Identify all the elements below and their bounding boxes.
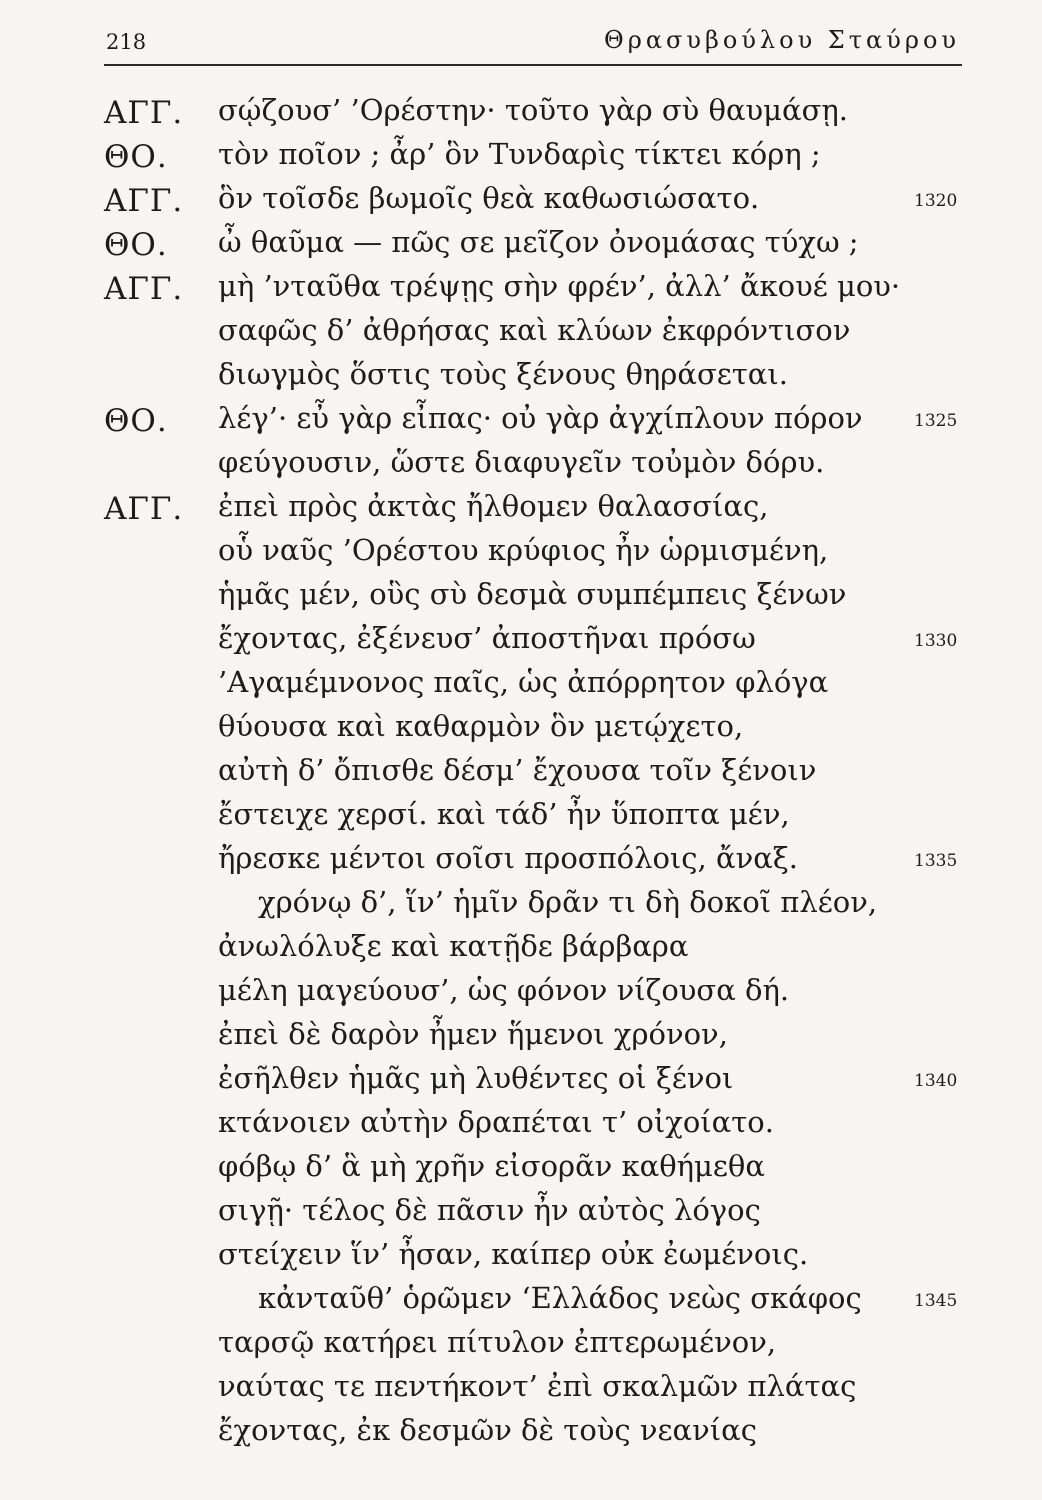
verse-text-line: φεύγουσιν, ὥστε διαφυγεῖν τοὐμὸν δόρυ. xyxy=(218,445,825,479)
verse-line xyxy=(0,357,1042,401)
page-header xyxy=(104,24,962,66)
verse-line xyxy=(0,93,1042,137)
verse-text-line: ναύτας τε πεντήκοντ’ ἐπὶ σκαλμῶν πλάτας xyxy=(218,1369,857,1403)
verse-line xyxy=(0,489,1042,533)
verse-line xyxy=(0,1369,1042,1413)
line-number: 1320 xyxy=(914,191,958,211)
verse-text-line: αὐτὴ δ’ ὄπισθε δέσμ’ ἔχουσα τοῖν ξένοιν xyxy=(218,753,817,787)
verse-line xyxy=(0,401,1042,445)
verse-text-line: ἔχοντας, ἐξένευσ’ ἀποστῆναι πρόσω xyxy=(218,621,756,655)
speaker-label: ΑΓΓ. xyxy=(104,271,184,307)
verse-line xyxy=(0,797,1042,841)
verse-line xyxy=(0,1017,1042,1061)
verse-line xyxy=(0,181,1042,225)
verse-text-line: ἡμᾶς μέν, οὓς σὺ δεσμὰ συμπέμπεις ξένων xyxy=(218,577,847,611)
speaker-label: ΑΓΓ. xyxy=(104,183,184,219)
verse-line xyxy=(0,137,1042,181)
verse-text-line: θύουσα καὶ καθαρμὸν ὃν μετῴχετο, xyxy=(218,709,744,743)
verse-text-line: σιγῇ· τέλος δὲ πᾶσιν ἦν αὐτὸς λόγος xyxy=(218,1193,761,1227)
verse-text-line: ’Αγαμέμνονος παῖς, ὡς ἀπόρρητον φλόγα xyxy=(218,665,829,699)
verse-line xyxy=(0,533,1042,577)
verse-text-line: ἀνωλόλυξε καὶ κατῇδε βάρβαρα xyxy=(218,929,689,963)
verse-text-line: ἐσῆλθεν ἡμᾶς μὴ λυθέντες οἱ ξένοι xyxy=(218,1061,734,1095)
verse-line xyxy=(0,1149,1042,1193)
verse-line xyxy=(0,665,1042,709)
running-head: Θρασυβούλου Σταύρου xyxy=(604,26,960,54)
verse-text-line: διωγμὸς ὅστις τοὺς ξένους θηράσεται. xyxy=(218,357,788,391)
verse-line xyxy=(0,1237,1042,1281)
verse-text-line: μὴ ’νταῦθα τρέψῃς σὴν φρέν’, ἀλλ’ ἄκουέ μου· xyxy=(218,269,901,303)
verse-text-line: τὸν ποῖον ; ἆρ’ ὃν Τυνδαρὶς τίκτει κόρη ; xyxy=(218,137,821,171)
verse-text xyxy=(0,93,1042,1457)
verse-text-line: κἀνταῦθ’ ὁρῶμεν ‘Ελλάδος νεὼς σκάφος xyxy=(258,1281,862,1315)
verse-text-line: χρόνῳ δ’, ἵν’ ἡμῖν δρᾶν τι δὴ δοκοῖ πλέον, xyxy=(258,885,878,919)
line-number: 1325 xyxy=(914,411,958,431)
verse-text-line: μέλη μαγεύουσ’, ὡς φόνον νίζουσα δή. xyxy=(218,973,790,1007)
verse-line xyxy=(0,1105,1042,1149)
verse-line xyxy=(0,621,1042,665)
speaker-label: ΘΟ. xyxy=(104,139,168,175)
line-number: 1330 xyxy=(914,631,958,651)
verse-line xyxy=(0,1281,1042,1325)
verse-line xyxy=(0,1061,1042,1105)
verse-line xyxy=(0,753,1042,797)
line-number: 1340 xyxy=(914,1071,958,1091)
verse-line xyxy=(0,973,1042,1017)
verse-text-line: ἔχοντας, ἐκ δεσμῶν δὲ τοὺς νεανίας xyxy=(218,1413,757,1447)
verse-text-line: ἤρεσκε μέντοι σοῖσι προσπόλοις, ἄναξ. xyxy=(218,841,798,875)
verse-text-line: στείχειν ἵν’ ἦσαν, καίπερ οὐκ ἐωμένοις. xyxy=(218,1237,809,1271)
verse-line xyxy=(0,269,1042,313)
verse-line xyxy=(0,445,1042,489)
speaker-label: ΑΓΓ. xyxy=(104,491,184,527)
verse-text-line: ἐπεὶ δὲ δαρὸν ἦμεν ἥμενοι χρόνον, xyxy=(218,1017,728,1051)
line-number: 1345 xyxy=(914,1291,958,1311)
verse-text-line: φόβῳ δ’ ἃ μὴ χρῆν εἰσορᾶν καθήμεθα xyxy=(218,1149,765,1183)
verse-text-line: λέγ’· εὖ γὰρ εἶπας· οὐ γὰρ ἀγχίπλουν πόρον xyxy=(218,401,863,435)
verse-line xyxy=(0,1193,1042,1237)
line-number: 1335 xyxy=(914,851,958,871)
verse-line xyxy=(0,225,1042,269)
verse-line xyxy=(0,709,1042,753)
verse-line xyxy=(0,885,1042,929)
verse-text-line: ἔστειχε χερσί. καὶ τάδ’ ἦν ὕποπτα μέν, xyxy=(218,797,790,831)
verse-text-line: ὦ θαῦμα — πῶς σε μεῖζον ὀνομάσας τύχω ; xyxy=(218,225,859,259)
speaker-label: ΘΟ. xyxy=(104,403,168,439)
verse-text-line: κτάνοιεν αὐτὴν δραπέται τ’ οἰχοίατο. xyxy=(218,1105,774,1139)
page-number: 218 xyxy=(106,30,147,54)
verse-line xyxy=(0,313,1042,357)
verse-text-line: σαφῶς δ’ ἀθρήσας καὶ κλύων ἐκφρόντισον xyxy=(218,313,851,347)
verse-line xyxy=(0,1413,1042,1457)
verse-text-line: σῴζουσ’ ’Ορέστην· τοῦτο γὰρ σὺ θαυμάσῃ. xyxy=(218,93,848,127)
verse-line xyxy=(0,577,1042,621)
verse-line xyxy=(0,1325,1042,1369)
verse-line xyxy=(0,841,1042,885)
verse-text-line: ὃν τοῖσδε βωμοῖς θεὰ καθωσιώσατο. xyxy=(218,181,760,215)
verse-text-line: ταρσῷ κατήρει πίτυλον ἐπτερωμένον, xyxy=(218,1325,777,1359)
speaker-label: ΑΓΓ. xyxy=(104,95,184,131)
speaker-label: ΘΟ. xyxy=(104,227,168,263)
verse-text-line: οὗ ναῦς ’Ορέστου κρύφιος ἦν ὡρμισμένη, xyxy=(218,533,829,567)
verse-text-line: ἐπεὶ πρὸς ἀκτὰς ἤλθομεν θαλασσίας, xyxy=(218,489,769,523)
verse-line xyxy=(0,929,1042,973)
